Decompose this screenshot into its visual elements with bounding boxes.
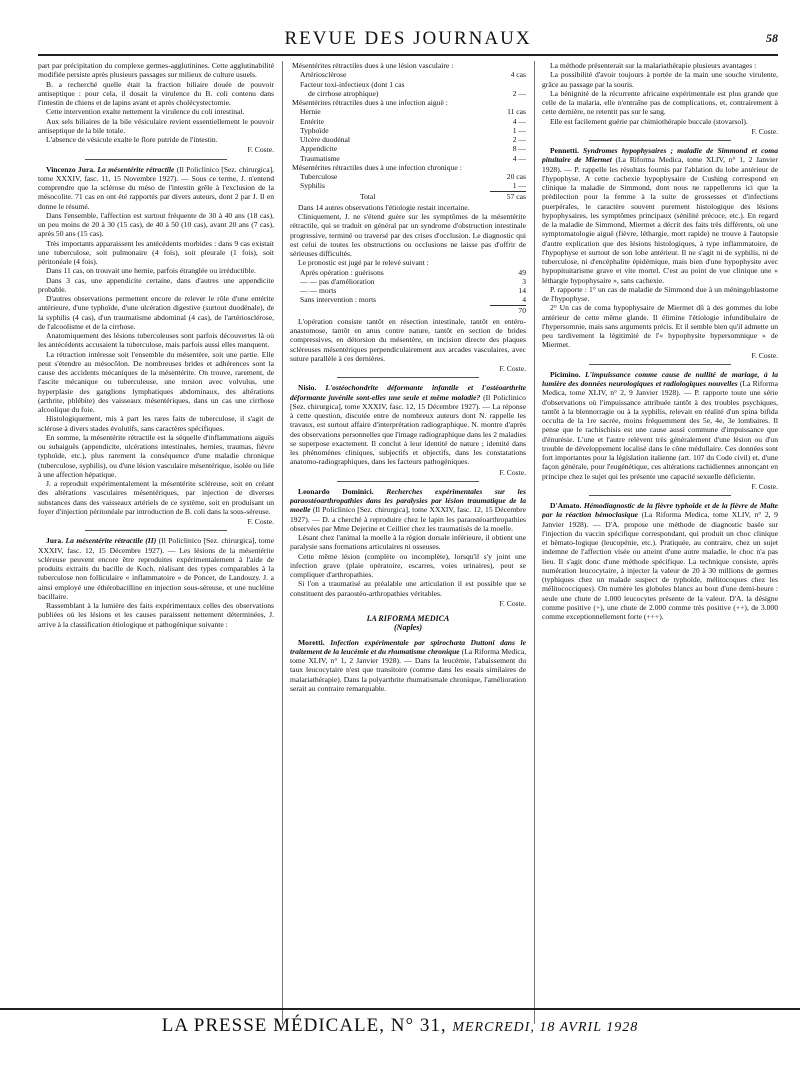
article-author: Nisio. xyxy=(298,383,317,393)
table-row: — — pas d'amélioration 3 xyxy=(300,276,526,286)
journal-page xyxy=(38,28,778,1068)
paragraph: Anatomiquement des lésions tuberculeuses sont parfois découvertes là où les antécédents accusaient la tuberculose, mais parfois aussi elles manquent. xyxy=(38,331,274,350)
page-number: 58 xyxy=(766,31,778,45)
article-separator xyxy=(337,481,479,482)
table-row: Tuberculose 20 cas xyxy=(300,172,526,181)
paragraph: L'absence de vésicule exalte le flore putride de l'intestin. xyxy=(46,135,218,144)
signature: F. Coste. xyxy=(247,145,274,155)
issue-date: MERCREDI, 18 AVRIL 1928 xyxy=(452,1020,639,1035)
paragraph: Rassemblant à la lumière des faits expérimentaux celles des observations publiées où les lésions et les causes paraissent nettement déterminées, J. arrive à la classification étiologique et pathogénique suivante : xyxy=(38,601,274,629)
table-row: Hernie 11 cas xyxy=(300,107,526,117)
table-row: Artériosclérose 4 cas xyxy=(300,70,526,80)
paragraph: Cette intervention exalte nettement la virulence du coli intestinal. xyxy=(46,107,245,117)
article-separator xyxy=(85,159,227,160)
article-abstract xyxy=(542,501,778,621)
page-header xyxy=(38,28,778,56)
article-abstract xyxy=(542,370,778,481)
article-reference: (Il Policlinico [Sez. chirurgica], tome XXXIV, fasc. 12, 15 Décembre 1927). — Les lésions de la mésentérite scléreuse peuvent encore être reproduites expérimentalement à l'aide de produits extraits du bacille de Koch, réalisant des types comparables à la tuberculose non folliculaire « inflammatoire » de Poncet, de Landouzy. J. a ainsi employé une éthérobacilline en injection sous-séreuse, et une nucléine bacillaire. xyxy=(38,536,274,601)
paragraph: La rétraction intéresse soit l'ensemble du mésentère, soit une partie. Elle peut s'étendre au mésocôlon. De nombreuses brides et adhérences sont la cause des accidents mécaniques de la mésentérite. On trouve, rarement, de l'ascite mécanique ou tuberculeuse, une torsion avec volvulus, une hyperplasie des ganglions lymphatiques abdominaux, des altérations (arthrite, phlébite) des vaisseaux mésentériques, dans un cas une cirrhose alcoolique du foie. xyxy=(38,349,274,414)
paragraph: J. a reproduit expérimentalement la mésentérite scléreuse, soit en créant des altérations vasculaires mésentériques, par injection de diverses substances dans des vaisseaux artériels de ce système, soit en produisant un foyer d'injection péritonéale par introduction de B. coli dans la sous-séreuse. xyxy=(38,479,274,516)
article-abstract xyxy=(290,487,526,533)
article-abstract xyxy=(38,536,274,601)
article-abstract xyxy=(542,146,778,285)
signature: F. Coste. xyxy=(751,350,778,360)
table-row: Appendicite 8 — xyxy=(300,144,526,154)
article-abstract xyxy=(290,638,526,694)
article-separator xyxy=(589,495,731,496)
signature: F. Coste. xyxy=(751,481,778,491)
paragraph: Cette même lésion (complète ou incomplète), lorsqu'il s'y joint une infection grave (plaie opératoire, escarres, voies urinaires), peut se compliquer d'arthropathies. xyxy=(290,551,526,579)
article-reference: (Il Policlinico [Sez. chirurgica], tome XXXIV, fasc. 11, 15 Novembre 1927). — Sous ce terme, J. n'entend comprendre que la sclérose du méso de l'intestin grêle à l'exclusion de la mésocolite. 71 cas en ont été rapportés par divers auteurs, dont 2 par J. Il en donne le résumé. xyxy=(38,164,274,211)
paragraph: P. rapporte : 1° un cas de maladie de Simmond due à un méningoblastome de l'hypophyse. xyxy=(542,284,778,303)
article-author: D'Amato. xyxy=(550,501,582,510)
table-row: de cirrhose atrophique) 2 — xyxy=(308,88,526,98)
article-separator xyxy=(589,364,731,365)
table-row: Syphilis 1 — xyxy=(300,181,526,191)
article-separator xyxy=(85,530,227,531)
paragraph: Dans 14 autres observations l'étiologie restait incertaine. xyxy=(298,202,470,212)
table-heading: Mésentérites rétractiles dues à une infection aiguë : xyxy=(292,98,448,107)
article-title: Infection expérimentale par spirochæta Duttoni dans le traitement de la leucémie et du rhumatisme chronique xyxy=(290,637,526,656)
paragraph: D'autres observations permettent encore de relever le rôle d'une entérite antérieure, d'une typhoïde, d'une ulcération digestive (surtout duodénale), de la syphilis (4 cas), d'un traumatisme abdominal (4 cas), de l'artériosclérose, de l'alcoolisme et de la cirrhose. xyxy=(38,294,274,331)
table-row: Après opération : guérisons 49 xyxy=(300,267,526,277)
table-row: Sans intervention : morts 4 xyxy=(300,295,526,305)
column-2 xyxy=(290,61,526,1024)
paragraph: L'opération consiste tantôt en résection intestinale, tantôt en entéro-anastomose, tantôt en anus contre nature, tantôt en section de brides compressives, en détorsion du mésentère, en incision directe des plaques scléreuses mésentériques perpendiculairement aux arcades vasculaires, avec suture parallèle à ces dernières. xyxy=(290,316,526,363)
paragraph: 2° Un cas de coma hypophysaire de Miermet dû à des gommes du lobe antérieur de cette même glande. Il élimine l'étiologie infundibulaire de l'hypersomnie, mais sans arguments précis. Et il semble bien qu'il admette un peu tardivement la légitimité de l'« hypophysite hypersomnique » de Miermet. xyxy=(542,303,778,350)
paragraph: Dans 11 cas, on trouvait une hernie, parfois étranglée ou irréductible. xyxy=(46,266,256,276)
column-rule xyxy=(282,61,283,1024)
article-reference: (La Riforma Medica, tome XLIV, n° 2, 9 Janvier 1928). — D'A. propose une méthode de diagnostic basée sur l'injection du vaccin spécifique correspondant, qui produit un choc clinique et hémato-logique (leucopénie, etc.). Pratiquée, au contraire, chez un sujet indemne de l'affection visée ou atteint d'une autre maladie, le choc n'a pas lieu. Il s'agit donc d'une méthode spécifique. La technique consiste, après numération leucocytaire, à injecter la valeur de 20 à 30 millions de germes (typhiques chez un malade suspect de typhoïde, mélitocoques chez les mélitococciques). On numère les globules blancs au bout d'une demi-heure : seule une chute de 1.000 leucocytes présente de la valeur. D'A. la désigne comme positive (+), une chute de 2.000 comme très positive (++), de 3.000 comme exceptionnellement forte (+++). xyxy=(542,510,778,621)
article-reference: (La Riforma Medica, tome XLIV, n° 1, 2 Janvier 1928). — P. rappelle les résultats fournis par l'ablation du lobe antérieur de l'hypophyse. A cette cachexie hypophysaire de Cushing correspond en clinique la maladie de Simmond, dont nous ne rappellerons ici que la prédilection pour la femme à la suite de grossesses et d'infections puerpérales, le caractère souvent purement histologique des lésions hypophysaires, les symptômes principaux (sénilité précoce, etc.). En regard de la maladie de Simmond, Miermet a décrit des faits très différents, où une symptomatologie aiguë (fièvre, léthargie, mort rapide) ne trouve à l'autopsie d'autre explication que des lésions histologiques, à type inflammatoire, de l'hypophyse et surtout de son lobe antérieur. Il ne s'agit ni de syphilis, ni de tuberculose, ni d'encéphalite épidémique, mais bien d'une hypophysite avec hypopituitarisme grave et vite mortel. C'est au point de vue clinique une « léthargie hypophysaire », sans cachexie. xyxy=(542,155,778,285)
prognosis-table xyxy=(290,268,526,315)
journal-section-city: (Naples) xyxy=(394,623,422,633)
article-reference: (La Riforma Medica, tome XLIV, n° 2, 9 Janvier 1928). — P. rapporte toute une série d'observations où l'impuissance attribuée tantôt à des troubles psychiques, tantôt à la blennorragie ou à la syphilis, relevait en réalité d'un spina bifida occulta de la 1re sacrée, moins fréquemment des 5e, 4e, 3e lombaires. Il pense que le rachischisis est une cause aussi commune d'impuissance que d'énurésie. L'une et l'autre relèvent très généralement d'une lésion ou d'un trouble de développement localisé dans le cône médullaire. Ces données sont fort importantes pour la législation italienne (art. 107 du Code civil) et, d'une façon générale, pour l'eugénétique, ces altérations rachidiennes annonçant en principe chez le sujet qui les présente une capacité sexuelle déficiente. xyxy=(542,379,778,481)
article-title: L'ostéochondrite déformante infantile et l'ostéoarthrite déformante juvénile sont-elles une seule et même maladie? xyxy=(290,383,526,402)
column-3 xyxy=(542,61,778,1024)
paragraph: Le pronostic est jugé par le relevé suivant : xyxy=(298,258,429,268)
article-title: La mésentérite rétractile (II) xyxy=(65,536,157,546)
article-author: Pennetti. xyxy=(550,146,579,155)
table-row: Facteur toxi-infectieux (dont 1 cas xyxy=(300,79,405,89)
paragraph: La méthode présenterait sur la malariathérapie plusieurs avantages : xyxy=(550,61,757,70)
paragraph: La possibilité d'avoir toujours à portée de la main une souche virulente, grâce au passage par la souris. xyxy=(542,70,778,89)
journal-section-title: LA RIFORMA MEDICA xyxy=(366,614,450,623)
table-row: Typhoïde 1 — xyxy=(300,125,526,135)
column-1 xyxy=(38,61,274,1024)
etiology-table xyxy=(290,61,526,201)
article-reference: (Il Policlinico [Sez. chirurgica], tome XXXIV, fasc. 12, 15 Décembre 1927). — La réponse à cette question, discutée entre de nombreux auteurs dont N. rappelle les travaux, est surtout affaire d'interprétation radiographique. N. montre d'après des observations personnelles que l'image radiographique dans les 2 maladies se superpose exactement. Il conclut à leur identité de nature ; identité dans les phénomènes cliniques, subjectifs et objectifs, dans les constatations anatomo-radiographiques, dans les facteurs pathogéniques. xyxy=(290,392,526,467)
paragraph: Aux sels biliaires de la bile vésiculaire revient essentiellement le pouvoir antiseptique de la bile totale. xyxy=(38,116,274,135)
table-total: Total 57 cas xyxy=(360,191,526,201)
paragraph: Elle est facilement guérie par chimiothérapie buccale (stovarsol). xyxy=(550,116,748,126)
paragraph: La bénignité de la récurrente africaine expérimentale est plus grande que celle de la malaria, elle n'entraîne pas de complications, et, contrairement à cette dernière, ne retentit pas sur le sang. xyxy=(542,88,778,117)
article-author: Moretti. xyxy=(298,637,325,647)
table-heading: Mésentérites rétractiles dues à une lésion vasculaire : xyxy=(292,61,454,70)
article-title: La mésentérite rétractile xyxy=(97,164,175,174)
page-footer xyxy=(0,1008,800,1037)
signature: F. Coste. xyxy=(499,467,526,477)
table-row: Entérite 4 — xyxy=(300,116,526,126)
paragraph: Si l'on a traumatisé au préalable une articulation il est possible que se constituent des paraostéo-arthropathies véritables. xyxy=(290,579,526,598)
paragraph: B. a recherché quelle était la fraction biliaire douée de pouvoir antiseptique : pour cela, il dosait la virulence du B. coli contenu dans l'intestin de chiens et de lapins avant et après cholécystectomie. xyxy=(38,79,274,107)
article-title: Hémodiagnostic de la fièvre typhoïde et de la fièvre de Malte par la réaction hémoclasique xyxy=(542,501,778,520)
table-row: Traumatisme 4 — xyxy=(300,153,526,163)
article-author: Jura. xyxy=(46,536,64,546)
table-row: — — morts 14 xyxy=(300,286,526,295)
signature: F. Coste. xyxy=(751,126,778,136)
article-columns xyxy=(38,61,778,1024)
article-title: Recherches expérimentales sur les paraostéoarthropathies dans les paralysies par lésion traumatique de la moelle xyxy=(290,486,526,515)
table-heading: Mésentérites rétractiles dues à une infection chronique : xyxy=(292,162,462,172)
article-separator xyxy=(337,377,479,378)
article-title: Syndromes hypophysaires ; maladie de Simmond et coma pituitaire de Miermet xyxy=(542,146,778,165)
signature: F. Coste. xyxy=(499,598,526,608)
journal-name: LA PRESSE MÉDICALE, N° 31, xyxy=(161,1015,447,1036)
signature: F. Coste. xyxy=(247,517,274,526)
paragraph: Dans 3 cas, une appendicite certaine, dans d'autres une appendicite probable. xyxy=(38,275,274,294)
paragraph: Très importants apparaissent les antécédents morbides : dans 9 cas existait une tuberculose, soit pulmonaire (4 fois), soit pleurale (1 fois), soit péritonéale (4 fois). xyxy=(38,238,274,266)
paragraph: Dans l'ensemble, l'affection est surtout fréquente de 30 à 40 ans (18 cas), un peu moins de 20 à 30 (15 cas), de 40 à 50 (10 cas), avant 20 ans (7 cas), après 50 ans (15 cas). xyxy=(38,210,274,239)
table-total: 70 xyxy=(518,305,526,315)
article-author: Leonardo Dominici. xyxy=(298,486,374,496)
paragraph: part par précipitation du complexe germes-agglutinines. Cette agglutinabilité modifiée persiste après plusieurs passages sur milieux de culture usuels. xyxy=(38,61,274,80)
article-author: Picimino. xyxy=(550,369,581,379)
running-title: REVUE DES JOURNAUX xyxy=(284,28,532,49)
paragraph: Cliniquement, J. ne s'étend guère sur les symptômes de la mésentérite rétractile, qui se traduit en général par un syndrome d'obstruction intestinale progressive, terminé ou traversé par des crises d'occlusion. Le diagnostic qui est celui de toutes les obstructions ou occlusions ne laisse pas d'offrir de sérieuses difficultés. xyxy=(290,212,526,258)
paragraph: Histologiquement, mis à part les rares faits de tuberculose, il s'agit de sclérose à divers stades évolutifs, sans caractères spécifiques. xyxy=(38,414,274,433)
article-reference: (Il Policlinico [Sez. chirurgica], tome XXXIV, fasc. 12, 15 Décembre 1927). — D. a cherché à reproduire chez le lapin les paraostéoarthropathies observées par Mme Dejerine et Ceillier chez les traumatisés de la moelle. xyxy=(290,505,526,533)
article-abstract xyxy=(38,165,274,211)
article-title: L'impuissance comme cause de nullité de mariage, à la lumière des données neurologiques et radiologiques nouvelles xyxy=(542,369,778,388)
signature: F. Coste. xyxy=(499,364,526,373)
article-separator xyxy=(589,140,731,141)
table-row: Ulcère duodénal 2 — xyxy=(300,135,526,144)
paragraph: En somme, la mésentérite rétractile est la séquelle d'inflammations aiguës ou subaiguës (appendicite, ulcérations intestinales, hernies, traumas, fièvre typhoïde, etc.), plus rarement la conséquence d'une maladie chronique (tuberculose, syphilis), ou d'une lésion vasculaire mésentérique, isolée ou liée à une affection hépatique. xyxy=(38,432,274,479)
column-rule xyxy=(534,61,535,1024)
article-reference: (La Riforma Medica, tome XLIV, n° 1, 2 Janvier 1928). — Dans la leucémie, l'abaissement du taux leucocytaire n'est que transitoire (comme dans les essais similaires de malariathérapie). Dans la polyarthrite rhumatismale chronique, l'amélioration serait au contraire remarquable. xyxy=(290,646,526,693)
article-author: Vincenzo Jura. xyxy=(46,164,96,174)
paragraph: Lésant chez l'animal la moelle à la région dorsale inférieure, il obtient une paralysie sans formations articulaires ni osseuses. xyxy=(290,533,526,552)
article-abstract xyxy=(290,383,526,466)
